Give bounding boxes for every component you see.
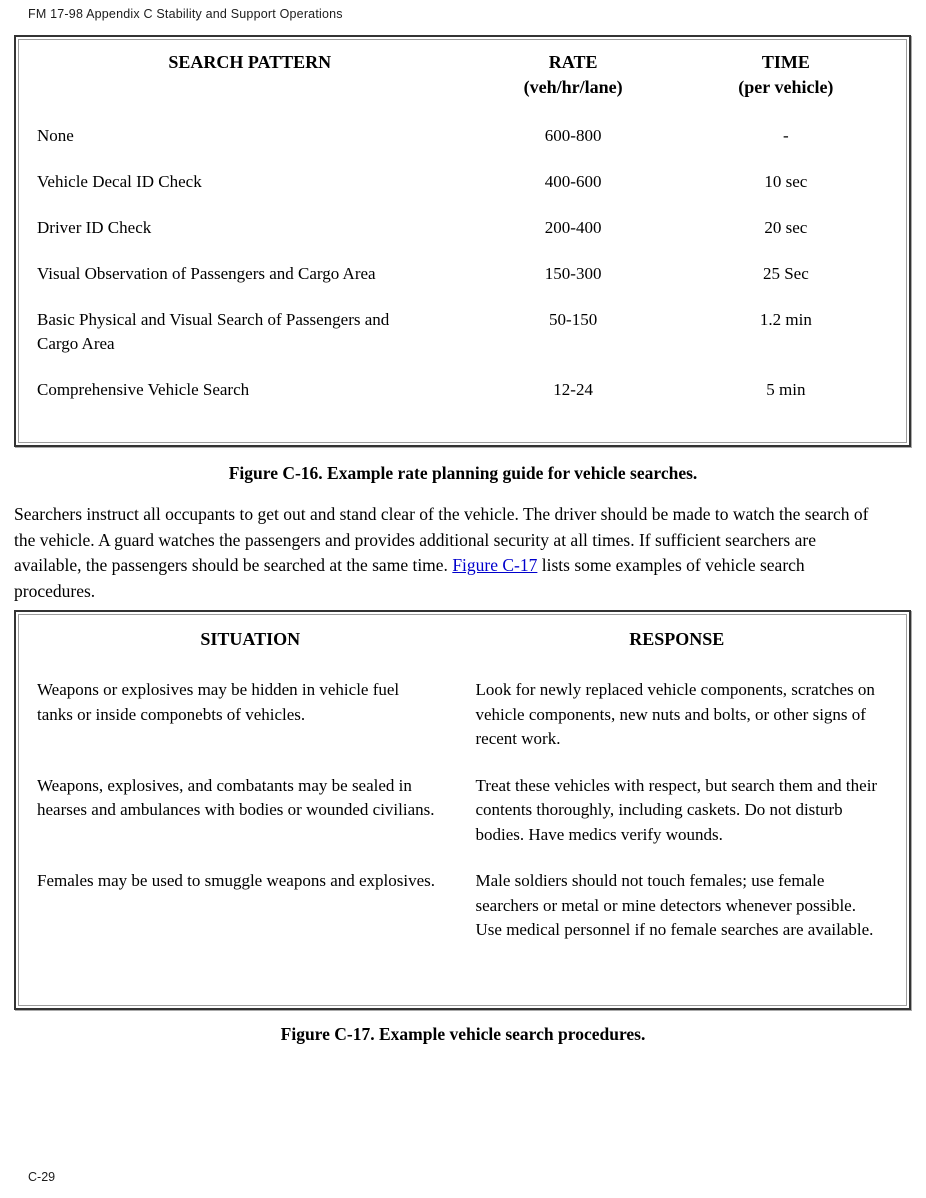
cell-search-pattern: Basic Physical and Visual Search of Passengers and Cargo Area [37, 310, 390, 353]
col-header-situation: SITUATION [200, 629, 301, 649]
figure-c16-table [14, 35, 911, 447]
cell-time: 5 min [766, 380, 806, 399]
cell-situation: Females may be used to smuggle weapons and explosives. [37, 871, 436, 890]
figure-c16-caption: Figure C-16. Example rate planning guide for vehicle searches. [228, 463, 698, 483]
table-row [19, 216, 906, 240]
figure-c17-link[interactable]: Figure C-17 [452, 555, 538, 575]
col-header-response: RESPONSE [629, 629, 725, 649]
cell-response: Look for newly replaced vehicle components, scratches on vehicle components, new nuts and bolts, or other signs of recent work. [475, 680, 875, 748]
col-header-rate [463, 50, 684, 100]
col-header-rate-label: RATE [548, 52, 598, 72]
body-paragraph [14, 502, 886, 604]
table-row [19, 170, 906, 194]
table-row [19, 124, 906, 148]
cell-situation: Weapons or explosives may be hidden in vehicle fuel tanks or inside componebts of vehicles. [37, 680, 400, 724]
figure-c17-caption: Figure C-17. Example vehicle search procedures. [280, 1024, 646, 1044]
paragraph-text-before: Searchers instruct all occupants to get out and stand clear of the vehicle. The driver should be made to watch the search of the vehicle. A guard watches the passengers and provides additional security at all times. If sufficient searchers are available, the passengers should be searched at the same time. [14, 504, 869, 575]
figure-c17-table-inner [18, 614, 907, 1006]
cell-situation: Weapons, explosives, and combatants may be sealed in hearses and ambulances with bodies or wounded civilians. [37, 775, 435, 819]
document-header: FM 17-98 Appendix C Stability and Support Operations [28, 7, 343, 21]
table-row [19, 774, 906, 848]
col-header-time [684, 50, 888, 100]
col-header-rate-sub: (veh/hr/lane) [523, 77, 623, 97]
cell-search-pattern: Driver ID Check [37, 218, 152, 237]
table2-header-row [19, 615, 906, 652]
cell-time: 10 sec [764, 172, 808, 191]
cell-search-pattern: Comprehensive Vehicle Search [37, 380, 250, 399]
table1-header-row [19, 40, 906, 100]
cell-search-pattern: None [37, 126, 74, 145]
cell-search-pattern: Visual Observation of Passengers and Cargo Area [37, 264, 376, 283]
col-header-time-label: TIME [761, 52, 810, 72]
cell-rate: 12-24 [553, 380, 593, 399]
cell-time: 1.2 min [759, 310, 812, 329]
cell-rate: 600-800 [544, 126, 602, 145]
figure-c17-table [14, 610, 911, 1010]
cell-rate: 200-400 [544, 218, 602, 237]
cell-rate: 400-600 [544, 172, 602, 191]
col-header-search-pattern: SEARCH PATTERN [168, 52, 332, 72]
page-number: C-29 [28, 1170, 56, 1184]
table-row [19, 262, 906, 286]
cell-search-pattern: Vehicle Decal ID Check [37, 172, 202, 191]
col-header-time-sub: (per vehicle) [738, 77, 834, 97]
cell-response: Treat these vehicles with respect, but search them and their contents thoroughly, including caskets. Do not disturb bodies. Have medics verify wounds. [475, 775, 878, 844]
table-row [19, 308, 906, 356]
cell-response: Male soldiers should not touch females; use female searchers or metal or mine detectors whenever possible. Use medical personnel if no female searches are available. [475, 871, 874, 939]
cell-rate: 150-300 [544, 264, 602, 283]
figure-c16-table-inner [18, 39, 907, 443]
cell-time: 20 sec [764, 218, 808, 237]
cell-time: - [783, 126, 789, 145]
paragraph-text-after: lists some examples of vehicle search procedures. [14, 555, 805, 601]
table-row [19, 869, 906, 943]
cell-rate: 50-150 [549, 310, 598, 329]
table-row [19, 378, 906, 402]
table-row [19, 678, 906, 752]
cell-time: 25 Sec [762, 264, 809, 283]
